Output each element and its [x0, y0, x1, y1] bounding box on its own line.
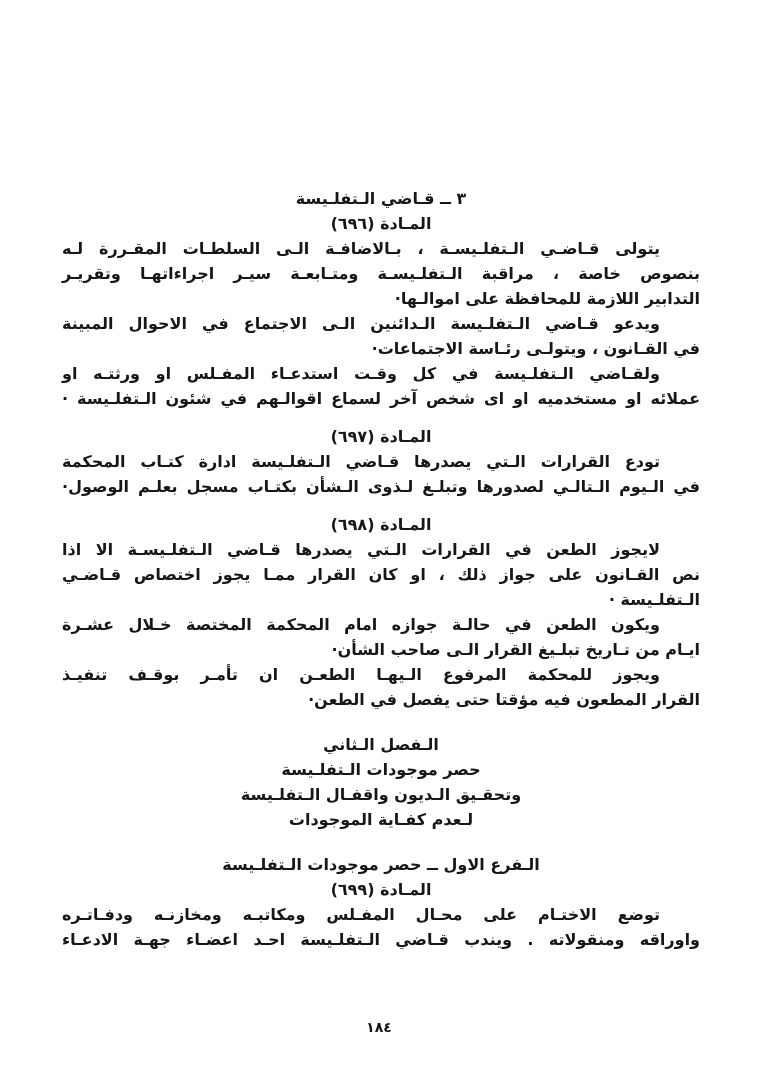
body-line: نص القـانون على جواز ذلك ، او كان القرار ممـا يجوز اختصاص قـاضـي: [62, 565, 700, 584]
body-line: ايـام من تـاريخ تبلـيغ القرار الـى صاحب الشأن·: [331, 640, 700, 659]
body-line: ويجوز للمحكمة المرفوع الـيهـا الطعـن ان تأمـر بوقـف تنفيـذ: [62, 665, 660, 684]
chapter-heading: الـفصل الـثاني: [323, 735, 439, 754]
body-line: يتولى قـاضـي الـتفلـيسـة ، بـالاضافـة الـى السلطـات المقـررة لـه: [62, 239, 660, 258]
article-heading-699: المـادة (٦٩٩): [330, 880, 432, 899]
body-line: لايجوز الطعن في القرارات الـتي يصدرها قـاضي الـتفلـيسـة الا اذا: [62, 540, 660, 559]
body-line: ويدعو قـاضي الـتفلـيسة الـدائنين الـى الاجتماع في الاحوال المبينة: [62, 314, 660, 333]
body-line: ولقـاضي الـتفلـيسة في كل وقـت استدعـاء المفـلس او ورثتـه او: [62, 364, 660, 383]
chapter-subheading: وتحقـيق الـديون واقفـال الـتفلـيسة: [240, 785, 522, 804]
article-heading-698: المـادة (٦٩٨): [330, 515, 432, 534]
body-line: القرار المطعون فيه مؤقتا حتى يفصل في الطعن·: [308, 690, 700, 709]
article-heading-696: المـادة (٦٩٦): [330, 214, 432, 233]
body-line: عملائه او مستخدميه او اى شخص آخر لسماع اقوالـهم في شئون الـتفلـيسة ·: [62, 389, 700, 408]
article-heading-697: المـادة (٦٩٧): [330, 427, 432, 446]
chapter-subheading: حصر موجودات الـتفلـيسة: [281, 760, 481, 779]
chapter-subheading: لـعدم كفـاية الموجودات: [288, 810, 474, 829]
section-title: ٣ ــ قـاضي الـتفلـيسة: [295, 189, 467, 208]
body-line: ويكون الطعن في حالـة جوازه امام المحكمة المختصة خـلال عشـرة: [62, 615, 660, 634]
body-line: الـتفلـيسة ·: [608, 590, 700, 609]
body-line: واوراقه ومنقولاته . ويندب قـاضي الـتفلـيسة احـد اعضـاء جهـة الادعـاء: [62, 930, 700, 949]
page-number: ١٨٤: [366, 1020, 392, 1036]
branch-heading: الـفرع الاول ــ حصر موجودات الـتفلـيسة: [222, 855, 540, 874]
document-lines: [62, 186, 700, 952]
body-line: بنصوص خاصة ، مراقبة الـتفلـيسـة ومتـابعـة سيـر اجراءاتهـا وتقريـر: [62, 264, 700, 283]
body-line: تودع القرارات الـتي يصدرها قـاضي الـتفلـيسة ادارة كتـاب المحكمة: [62, 452, 660, 471]
body-line: توضع الاختـام على محـال المفـلس ومكاتبـه ومخازنـه ودفـاتـره: [62, 905, 660, 924]
body-line: التدابير اللازمة للمحافظة على اموالـها·: [394, 289, 700, 308]
body-line: في الـيوم الـتالـي لصدورها وتبلـغ لـذوى الـشأن بكتـاب مسجل بعلـم الوصول·: [62, 477, 700, 496]
body-line: في القـانون ، ويتولـى رئـاسة الاجتماعات·: [371, 339, 700, 358]
